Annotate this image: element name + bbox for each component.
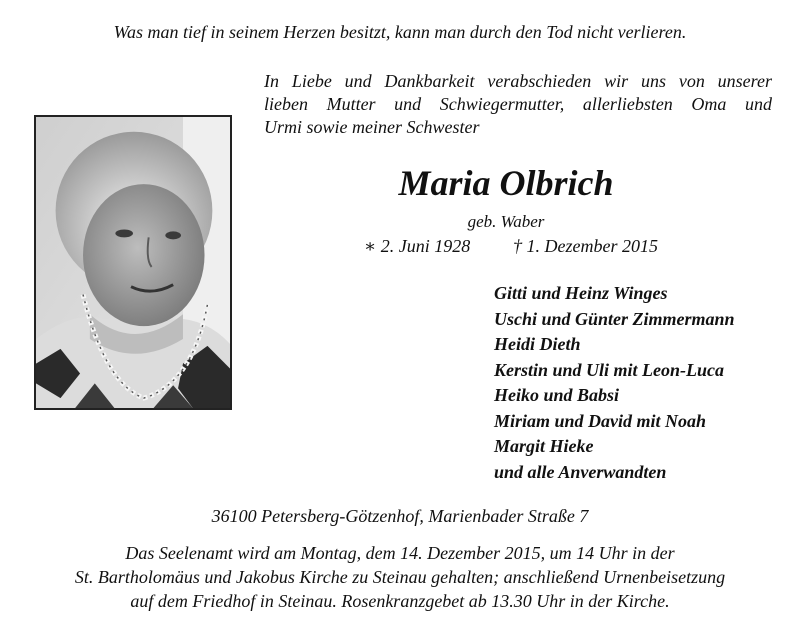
list-item: Kerstin und Uli mit Leon-Luca bbox=[494, 359, 725, 380]
portrait-photo-icon bbox=[36, 117, 230, 408]
intro-line: Urmi sowie meiner Schwester bbox=[264, 117, 480, 137]
list-item: Uschi und Günter Zimmermann bbox=[494, 308, 735, 329]
list-item: und alle Anverwandten bbox=[494, 461, 667, 482]
service-line: St. Bartholomäus und Jakobus Kirche zu Steinau gehalten; anschließend Urnenbeisetzung bbox=[74, 567, 726, 587]
death-date: † 1. Dezember 2015 bbox=[513, 236, 658, 256]
list-item: Margit Hieke bbox=[494, 436, 594, 456]
birth-date: ∗ 2. Juni 1928 bbox=[364, 236, 471, 256]
mourners-list bbox=[494, 281, 735, 485]
list-item: Heiko und Babsi bbox=[494, 385, 620, 405]
service-line: auf dem Friedhof in Steinau. Rosenkranzgebet ab 13.30 Uhr in der Kirche. bbox=[130, 591, 670, 611]
portrait-photo bbox=[34, 115, 232, 410]
deceased-name: Maria Olbrich bbox=[398, 163, 614, 203]
service-info bbox=[0, 541, 800, 613]
maiden-name: geb. Waber bbox=[467, 212, 545, 231]
service-line: Das Seelenamt wird am Montag, dem 14. Dezember 2015, um 14 Uhr in der bbox=[125, 543, 675, 563]
list-item: Gitti und Heinz Winges bbox=[494, 283, 668, 303]
intro-line: In Liebe und Dankbarkeit verabschieden wir uns von unserer bbox=[264, 71, 772, 91]
list-item: Miriam und David mit Noah bbox=[494, 410, 707, 431]
motto-quote: Was man tief in seinem Herzen besitzt, kann man durch den Tod nicht verlieren. bbox=[113, 22, 687, 42]
list-item: Heidi Dieth bbox=[494, 334, 581, 354]
intro-text bbox=[264, 70, 772, 139]
intro-line: lieben Mutter und Schwiegermutter, allerliebsten Oma und bbox=[264, 94, 772, 114]
address: 36100 Petersberg-Götzenhof, Marienbader Straße 7 bbox=[211, 506, 589, 526]
